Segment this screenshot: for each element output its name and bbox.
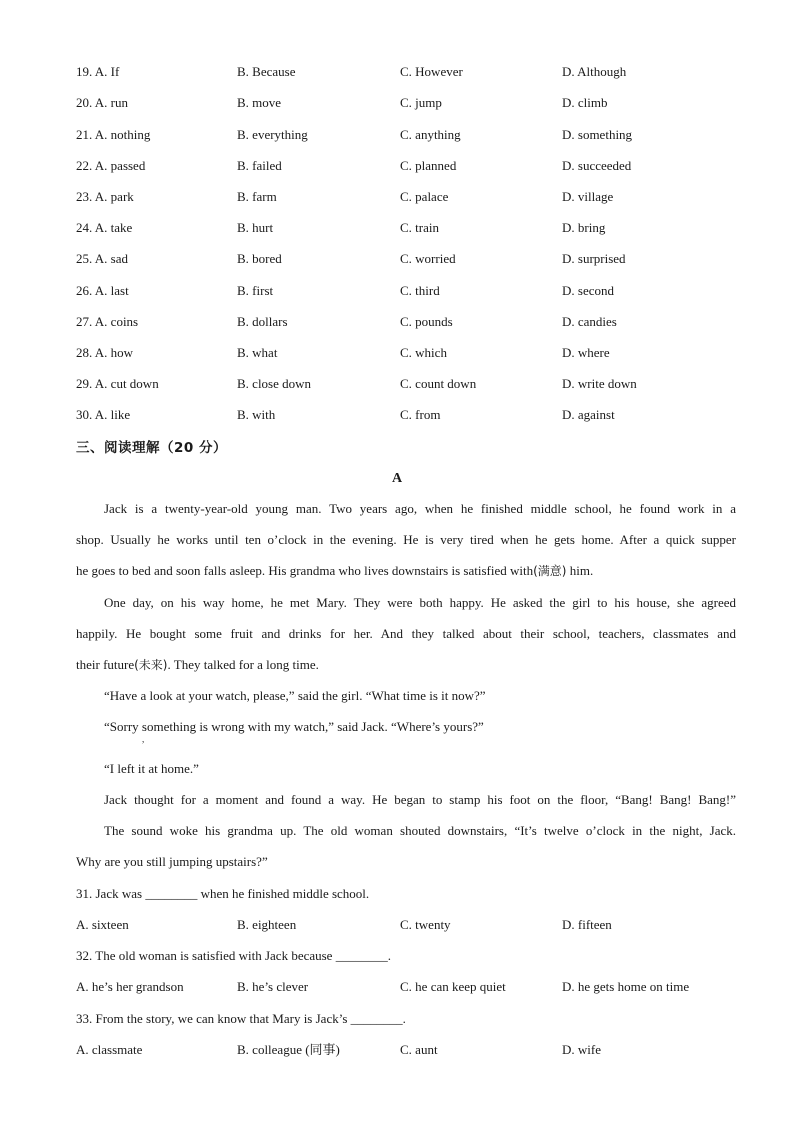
option-row-26 <box>76 282 736 300</box>
option-d: D. succeeded <box>562 158 632 173</box>
stray-comma-mark: , <box>142 734 145 744</box>
option-row-22 <box>76 157 736 175</box>
option-a: 25. A. sad <box>76 251 128 266</box>
option-b: B. everything <box>237 127 308 142</box>
passage-text: he goes to bed and soon falls asleep. His grandma who lives downstairs is satisfied with <box>76 563 534 578</box>
option-row-30 <box>76 406 736 424</box>
option-b: B. Because <box>237 64 296 79</box>
option-c: C. count down <box>400 376 477 391</box>
passage-text: . They talked for a long time. <box>167 657 319 672</box>
option-d: D. fifteen <box>562 917 612 932</box>
question-stem-31: 31. Jack was ________ when he finished middle school. <box>76 886 370 901</box>
section-title: 三、阅读理解（20 分） <box>76 440 227 456</box>
option-a: A. sixteen <box>76 917 129 932</box>
passage-line: Jack is a twenty-year-old young man. Two years ago, when he finished middle school, he found work in a <box>104 501 736 516</box>
option-row-28 <box>76 344 736 362</box>
option-d: D. he gets home on time <box>562 979 690 994</box>
option-c: C. from <box>400 407 441 422</box>
question-stem-32: 32. The old woman is satisfied with Jack because ________. <box>76 948 391 963</box>
option-b: B. first <box>237 283 274 298</box>
option-a: 24. A. take <box>76 220 133 235</box>
option-d: D. second <box>562 283 614 298</box>
option-b: B. hurt <box>237 220 274 235</box>
option-d: D. against <box>562 407 615 422</box>
passage-line: The sound woke his grandma up. The old woman shouted downstairs, “It’s twelve o’clock in the night, Jack. <box>104 823 736 838</box>
option-d: D. candies <box>562 314 617 329</box>
question-options-32 <box>76 978 736 996</box>
passage-line: Jack thought for a moment and found a way. He began to stamp his foot on the floor, “Bang! Bang! Bang!” <box>104 792 736 807</box>
question-options-31 <box>76 916 736 934</box>
option-b: B. bored <box>237 251 282 266</box>
option-b: B. dollars <box>237 314 288 329</box>
option-a: A. he’s her grandson <box>76 979 184 994</box>
gloss-text: (满意) <box>533 564 567 578</box>
option-d: D. something <box>562 127 633 142</box>
option-a: 28. A. how <box>76 345 134 360</box>
option-b: B. with <box>237 407 276 422</box>
option-a: 22. A. passed <box>76 158 146 173</box>
option-c: C. However <box>400 64 463 79</box>
option-c: C. planned <box>400 158 457 173</box>
option-a: 20. A. run <box>76 95 128 110</box>
option-d: D. write down <box>562 376 637 391</box>
option-row-19 <box>76 63 736 81</box>
option-d: D. climb <box>562 95 608 110</box>
option-a: 26. A. last <box>76 283 129 298</box>
passage-title: A <box>391 471 403 486</box>
passage-text: him. <box>566 563 594 578</box>
option-b: B. he’s clever <box>237 979 309 994</box>
passage-line: “Sorry something is wrong with my watch,” said Jack. “Where’s yours?” <box>104 719 484 734</box>
option-d: D. surprised <box>562 251 626 266</box>
option-b: B. move <box>237 95 282 110</box>
option-c: C. train <box>400 220 439 235</box>
option-b: B. eighteen <box>237 917 297 932</box>
option-c: C. palace <box>400 189 449 204</box>
option-b: B. failed <box>237 158 282 173</box>
passage-line: “I left it at home.” <box>104 761 199 776</box>
option-c: C. jump <box>400 95 442 110</box>
option-a: 21. A. nothing <box>76 127 151 142</box>
option-b: B. farm <box>237 189 277 204</box>
passage-line: shop. Usually he works until ten o’clock in the evening. He is very tired when he gets home. After a quick supper <box>76 532 736 547</box>
option-a: 27. A. coins <box>76 314 139 329</box>
option-c: C. anything <box>400 127 461 142</box>
gloss-text: (未来) <box>134 658 168 672</box>
option-row-23 <box>76 188 736 206</box>
passage-line: “Have a look at your watch, please,” said the girl. “What time is it now?” <box>104 688 486 703</box>
option-row-20 <box>76 94 736 112</box>
option-d: D. where <box>562 345 610 360</box>
option-a: 30. A. like <box>76 407 131 422</box>
option-a: 23. A. park <box>76 189 134 204</box>
option-b: B. colleague (同事) <box>237 1042 340 1057</box>
question-stem-33: 33. From the story, we can know that Mary is Jack’s ________. <box>76 1011 406 1026</box>
question-options-33 <box>76 1041 736 1059</box>
option-b: B. close down <box>237 376 312 391</box>
option-a: 29. A. cut down <box>76 376 159 391</box>
option-d: D. Although <box>562 64 627 79</box>
option-row-25 <box>76 250 736 268</box>
option-row-24 <box>76 219 736 237</box>
passage-line: Why are you still jumping upstairs?” <box>76 854 268 869</box>
option-c: C. which <box>400 345 447 360</box>
passage-line <box>76 656 736 674</box>
option-row-29 <box>76 375 736 393</box>
option-c: C. aunt <box>400 1042 438 1057</box>
option-a: 19. A. If <box>76 64 120 79</box>
passage-line: One day, on his way home, he met Mary. They were both happy. He asked the girl to his house, she agreed <box>104 595 736 610</box>
option-c: C. he can keep quiet <box>400 979 506 994</box>
option-c: C. twenty <box>400 917 451 932</box>
option-row-21 <box>76 126 736 144</box>
option-d: D. village <box>562 189 614 204</box>
option-c: C. third <box>400 283 440 298</box>
option-d: D. bring <box>562 220 606 235</box>
option-d: D. wife <box>562 1042 601 1057</box>
option-c: C. worried <box>400 251 456 266</box>
option-c: C. pounds <box>400 314 453 329</box>
passage-line <box>76 562 736 580</box>
option-row-27 <box>76 313 736 331</box>
passage-line: happily. He bought some fruit and drinks for her. And they talked about their school, teachers, classmates and <box>76 626 736 641</box>
option-a: A. classmate <box>76 1042 143 1057</box>
passage-text: their future <box>76 657 135 672</box>
option-b: B. what <box>237 345 278 360</box>
